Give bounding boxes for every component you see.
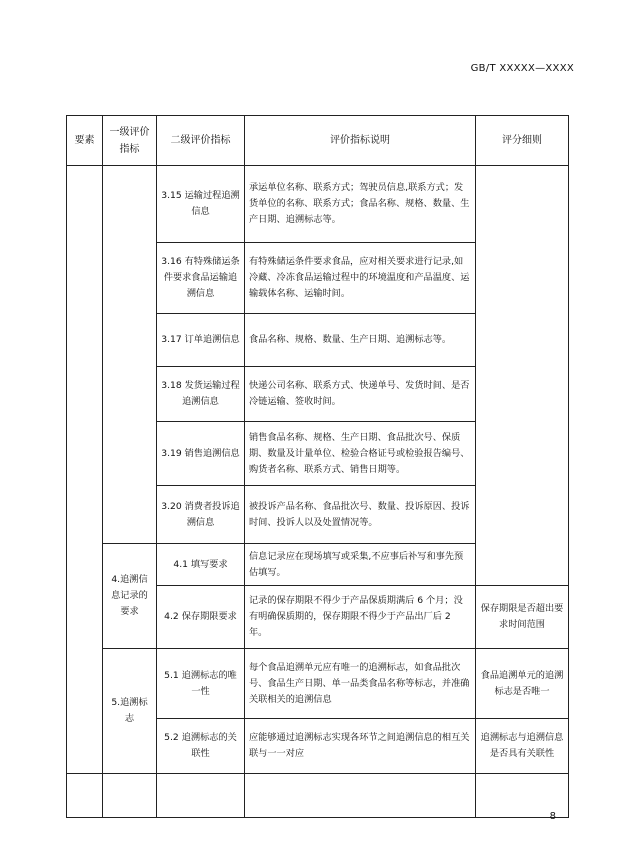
level1-cell: 5.追溯标志	[103, 649, 157, 774]
level2-cell: 3.20 消费者投诉追溯信息	[157, 486, 245, 544]
table-row-empty	[67, 774, 569, 818]
level2-cell: 3.16 有特殊储运条件要求食品运输追溯信息	[157, 243, 245, 314]
evaluation-table	[66, 115, 569, 818]
level2-cell: 3.15 运输过程追溯信息	[157, 166, 245, 243]
empty-cell	[157, 774, 245, 818]
element-cell	[67, 166, 103, 774]
description-cell: 每个食品追溯单元应有唯一的追溯标志，如食品批次号、食品生产日期、单一品类食品名称等标志，并准确关联相关的追溯信息	[245, 649, 476, 719]
description-cell: 被投诉产品名称、食品批次号、数量、投诉原因、投诉时间、投诉人以及处置情况等。	[245, 486, 476, 544]
scoring-cell: 追溯标志与追溯信息是否具有关联性	[476, 719, 569, 774]
description-cell: 快递公司名称、联系方式、快递单号、发货时间、是否冷链运输、签收时间。	[245, 367, 476, 422]
level2-cell: 5.1 追溯标志的唯一性	[157, 649, 245, 719]
page-number: 8	[549, 811, 556, 822]
description-cell: 承运单位名称、联系方式；驾驶员信息,联系方式；发货单位的名称、联系方式；食品名称、规格、数量、生产日期、追溯标志等。	[245, 166, 476, 243]
level1-cell: 4.追溯信息记录的要求	[103, 544, 157, 649]
level1-cell	[103, 166, 157, 544]
scoring-cell	[476, 166, 569, 586]
header-level1: 一级评价指标	[103, 116, 157, 166]
header-scoring: 评分细则	[476, 116, 569, 166]
description-cell: 信息记录应在现场填写或采集,不应事后补写和事先预估填写。	[245, 544, 476, 586]
standard-code: GB/T XXXXX—XXXX	[470, 63, 574, 74]
empty-cell	[103, 774, 157, 818]
description-cell: 食品名称、规格、数量、生产日期、追溯标志等。	[245, 314, 476, 367]
header-level2: 二级评价指标	[157, 116, 245, 166]
description-cell: 应能够通过追溯标志实现各环节之间追溯信息的相互关联与一一对应	[245, 719, 476, 774]
header-element: 要素	[67, 116, 103, 166]
table-row	[67, 166, 569, 243]
table-header-row	[67, 116, 569, 166]
description-cell: 有特殊储运条件要求食品，应对相关要求进行记录,如冷藏、冷冻食品运输过程中的环境温度和产品温度、运输载体名称、运输时间。	[245, 243, 476, 314]
level2-cell: 3.17 订单追溯信息	[157, 314, 245, 367]
level2-cell: 3.19 销售追溯信息	[157, 422, 245, 486]
description-cell: 销售食品名称、规格、生产日期、食品批次号、保质期、数量及计量单位、检验合格证号或检验报告编号、购货者名称、联系方式、销售日期等。	[245, 422, 476, 486]
header-description: 评价指标说明	[245, 116, 476, 166]
scoring-cell: 食品追溯单元的追溯标志是否唯一	[476, 649, 569, 719]
level2-cell: 4.2 保存期限要求	[157, 586, 245, 649]
level2-cell: 4.1 填写要求	[157, 544, 245, 586]
scoring-cell: 保存期限是否超出要求时间范围	[476, 586, 569, 649]
level2-cell: 5.2 追溯标志的关联性	[157, 719, 245, 774]
description-cell: 记录的保存期限不得少于产品保质期满后 6 个月；没有明确保质期的，保存期限不得少于产品出厂后 2 年。	[245, 586, 476, 649]
level2-cell: 3.18 发货运输过程追溯信息	[157, 367, 245, 422]
empty-cell	[67, 774, 103, 818]
empty-cell	[245, 774, 476, 818]
table-row	[67, 649, 569, 719]
